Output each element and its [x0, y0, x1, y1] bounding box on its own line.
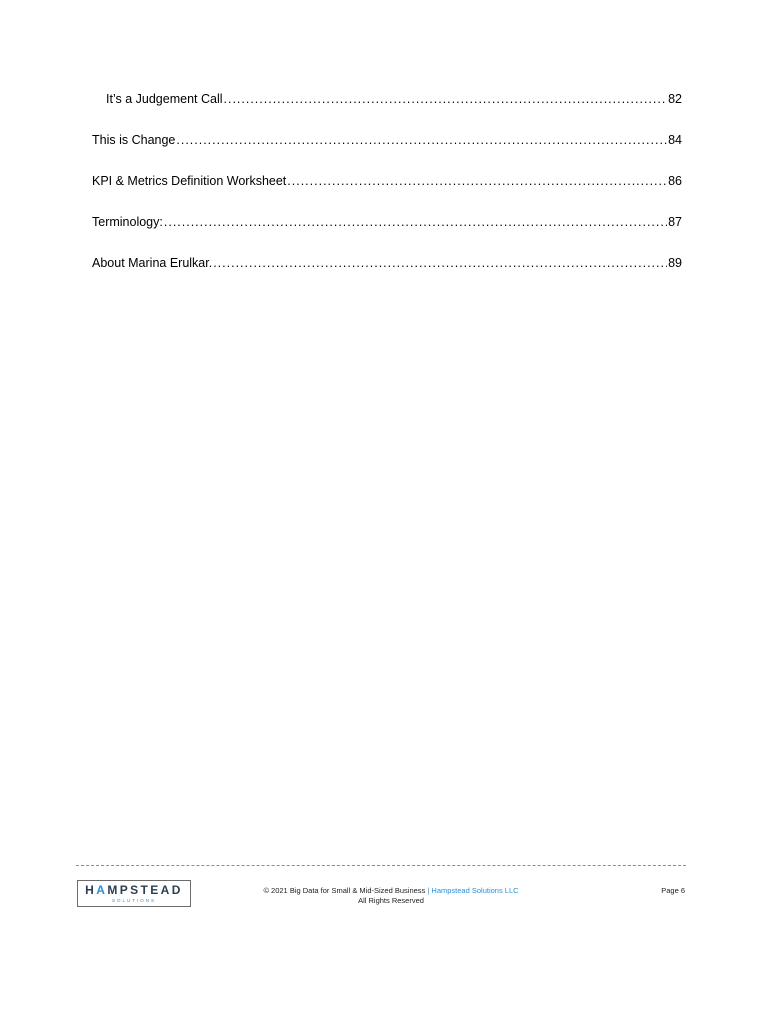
toc-entry-title: About Marina Erulkar. [92, 256, 213, 270]
footer-divider [76, 865, 686, 866]
toc-entry-page: 84 [668, 133, 682, 147]
company-logo [77, 880, 191, 907]
footer-separator: | [425, 886, 432, 895]
toc-entry-this-is-change[interactable] [92, 131, 682, 149]
copyright-text: © 2021 Big Data for Small & Mid-Sized Business [263, 886, 426, 895]
toc-dot-leader [287, 172, 667, 190]
toc-entry-page: 89 [668, 256, 682, 270]
toc-dot-leader [176, 131, 667, 149]
toc-entry-title: Terminology: [92, 215, 163, 229]
logo-wordmark: HAMPSTEAD [85, 882, 183, 897]
toc-entry-kpi-worksheet[interactable] [92, 172, 682, 190]
toc-dot-leader [224, 90, 668, 108]
toc-entry-title: It’s a Judgement Call [106, 92, 223, 106]
footer-copyright [230, 886, 552, 906]
logo-subtext: SOLUTIONS [111, 897, 156, 903]
page-number: Page 6 [661, 886, 685, 895]
toc-entry-title: KPI & Metrics Definition Worksheet [92, 174, 287, 188]
toc-entry-judgement-call[interactable] [92, 90, 682, 108]
toc-entry-page: 86 [668, 174, 682, 188]
toc-entry-page: 87 [668, 215, 682, 229]
company-name: Hampstead Solutions LLC [431, 886, 519, 895]
rights-reserved: All Rights Reserved [358, 896, 424, 905]
toc-entry-title: This is Change [92, 133, 176, 147]
toc-dot-leader [164, 213, 667, 231]
toc-entry-about-author[interactable] [92, 254, 682, 272]
table-of-contents [92, 90, 682, 295]
toc-entry-page: 82 [668, 92, 682, 106]
toc-dot-leader [213, 254, 667, 272]
toc-entry-terminology[interactable] [92, 213, 682, 231]
